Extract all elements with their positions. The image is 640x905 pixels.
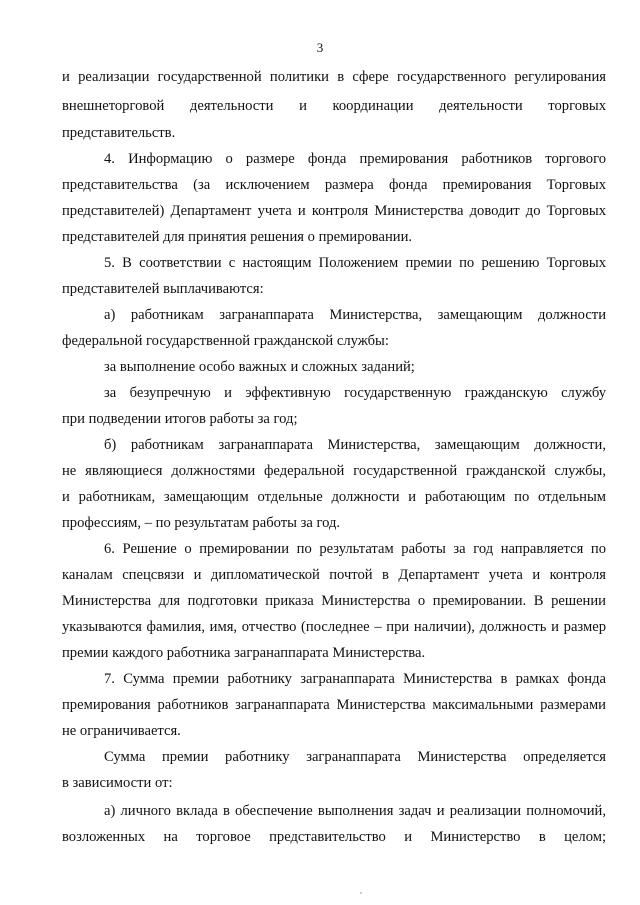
text-line: представительств. [62,125,176,141]
text-line: внешнеторговой деятельности и координации деятельности торговых [62,98,606,114]
text-line: каналам спецсвязи и дипломатической почтой в Департамент учета и контроля [62,567,606,583]
text-line: 6. Решение о премировании по результатам работы за год направляется по [104,541,606,557]
text-line: Министерства для подготовки приказа Министерства о премировании. В решении [62,593,606,609]
text-line: и реализации государственной политики в сфере государственного регулирования [62,69,606,85]
text-line: представителей) Департамент учета и контроля Министерства доводит до Торговых [62,203,606,219]
text-line: в зависимости от: [62,775,173,791]
text-line: а) личного вклада в обеспечение выполнения задач и реализации полномочий, [104,803,606,819]
text-line: Сумма премии работнику загранаппарата Министерства определяется [104,749,606,765]
text-line: возложенных на торговое представительство и Министерство в целом; [62,829,606,845]
text-line: 4. Информацию о размере фонда премирования работников торгового [104,151,606,167]
text-line: 7. Сумма премии работнику загранаппарата Министерства в рамках фонда [104,671,606,687]
text-line: за безупречную и эффективную государственную гражданскую службу [104,385,606,401]
text-line: не ограничивается. [62,723,181,739]
text-line: представителей выплачиваются: [62,281,264,297]
text-line: не являющиеся должностями федеральной государственной гражданской службы, [62,463,606,479]
text-line: указываются фамилия, имя, отчество (последнее – при наличии), должность и размер [62,619,606,635]
text-line: за выполнение особо важных и сложных заданий; [104,359,415,375]
text-line: профессиям, – по результатам работы за год. [62,515,341,531]
text-line: представительства (за исключением размера фонда премирования Торговых [62,177,606,193]
scan-dot [360,892,362,894]
text-line: премирования работников загранаппарата Министерства максимальными размерами [62,697,606,713]
text-line: премии каждого работника загранаппарата Министерства. [62,645,426,661]
text-line: 5. В соответствии с настоящим Положением премии по решению Торговых [104,255,606,271]
text-line: при подведении итогов работы за год; [62,411,298,427]
text-line: а) работникам загранаппарата Министерства, замещающим должности [104,307,606,323]
text-line: федеральной государственной гражданской службы: [62,333,389,349]
page-number: 3 [316,40,324,55]
text-line: б) работникам загранаппарата Министерства, замещающим должности, [104,437,606,453]
text-line: представителей для принятия решения о премировании. [62,229,413,245]
text-line: и работникам, замещающим отдельные должности и работающим по отдельным [62,489,606,505]
